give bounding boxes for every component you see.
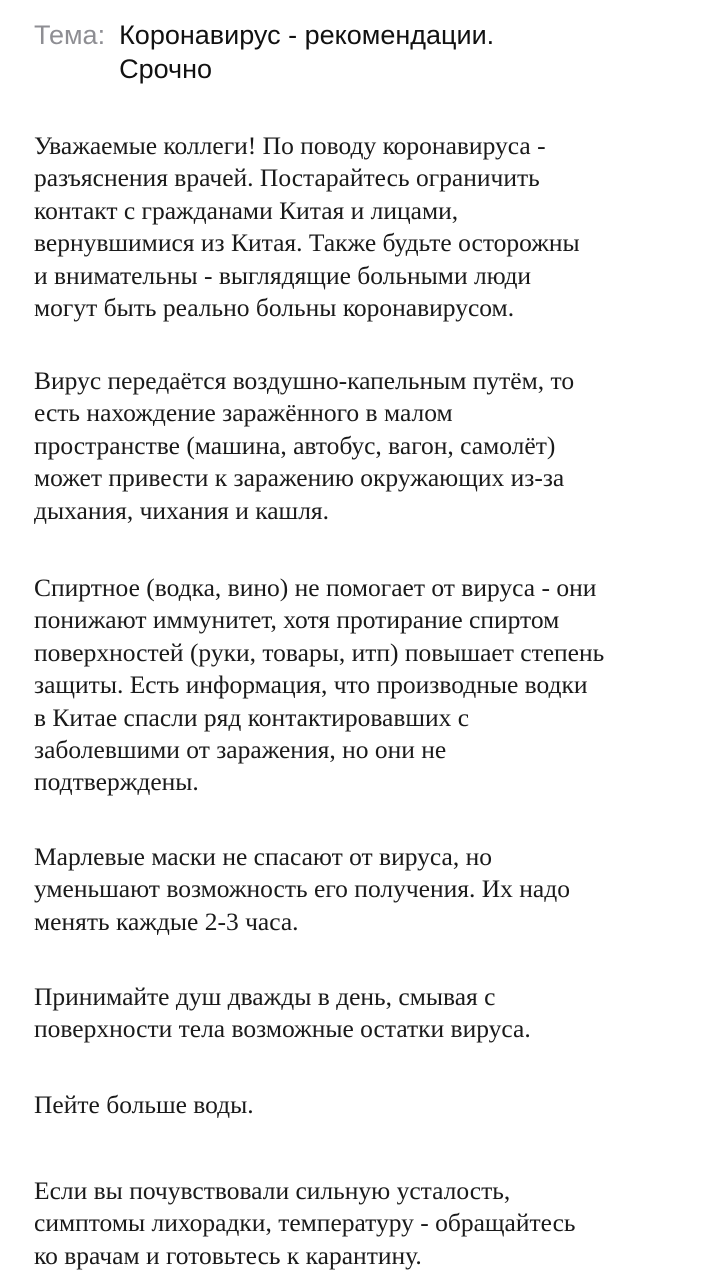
body-paragraph: Пейте больше воды. — [34, 1090, 254, 1119]
subject-label: Тема: — [34, 20, 106, 50]
body-paragraph: Вирус передаётся воздушно-капельным путём, то есть нахождение заражённого в малом пространстве (машина, автобус, вагон, самолёт) может привести к заражению окружающих из-за дыхания, чихания и кашля. — [34, 366, 575, 525]
email-subject-row — [34, 18, 714, 86]
body-paragraph: Спиртное (водка, вино) не помогает от вируса - они понижают иммунитет, хотя протирание спиртом поверхностей (руки, товары, итп) повышает степень защиты. Есть информация, что производные водки в Китае спасли ряд контактировавших с заболевшими от заражения, но они не подтверждены. — [34, 573, 605, 797]
body-paragraph: Принимайте душ дважды в день, смывая с поверхности тела возможные остатки вируса. — [34, 982, 531, 1044]
email-subject[interactable]: Коронавирус - рекомендации. Срочно — [119, 20, 495, 84]
body-paragraph: Уважаемые коллеги! По поводу коронавируса - разъяснения врачей. Постарайтесь ограничить контакт с гражданами Китая и лицами, вернувшимися из Китая. Также будьте осторожны и внимательны - выглядящие больными люди могут быть реально больны коронавирусом. — [34, 131, 580, 323]
body-paragraph: Марлевые маски не спасают от вируса, но уменьшают возможность его получения. Их надо менять каждые 2-3 часа. — [34, 842, 570, 936]
body-paragraph: Если вы почувствовали сильную усталость, симптомы лихорадки, температуру - обращайтесь ко врачам и готовьтесь к карантину. — [34, 1176, 576, 1270]
